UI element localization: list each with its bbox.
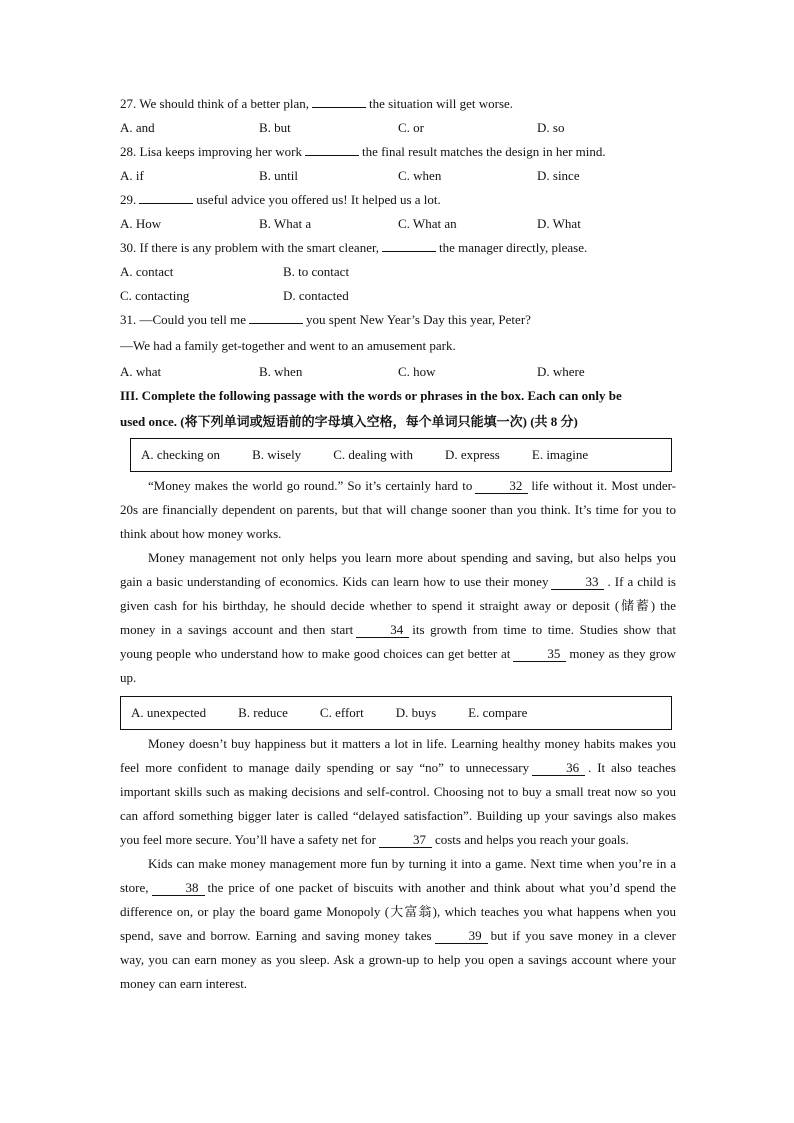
question-31-options — [120, 360, 676, 384]
word-box-item: B. reduce — [238, 705, 288, 720]
blank-37: 37 — [379, 833, 432, 848]
option: D. What — [537, 216, 581, 231]
blank-36: 36 — [532, 761, 585, 776]
word-box-item: D. express — [444, 447, 500, 462]
passage-text: its growth from time to time. Studies show that young people who understand how to make good choices can get better at — [120, 622, 676, 661]
section-heading-line1: III. Complete the following passage with the words or phrases in the box. Each can only be — [120, 388, 622, 403]
word-box-item: C. dealing with — [333, 447, 413, 462]
passage-paragraph-1 — [120, 474, 676, 546]
question-29-stem-a: 29. — [120, 192, 137, 207]
question-29-options — [120, 212, 676, 236]
passage-paragraph-2 — [120, 546, 676, 690]
word-box-item: B. wisely — [252, 447, 302, 462]
option: C. how — [398, 364, 436, 379]
question-30-stem-a: 30. If there is any problem with the smart cleaner, — [120, 240, 380, 255]
question-27-options — [120, 116, 676, 140]
question-28 — [120, 140, 676, 164]
option: A. and — [120, 120, 155, 135]
option: C. What an — [398, 216, 457, 231]
question-28-stem-a: 28. Lisa keeps improving her work — [120, 144, 302, 159]
question-31-reply: —We had a family get-together and went to an amusement park. — [120, 338, 456, 353]
option: B. to contact — [283, 264, 350, 279]
answer-blank — [312, 93, 366, 108]
option: D. contacted — [283, 288, 349, 303]
option: C. contacting — [120, 288, 190, 303]
question-27-stem-b: the situation will get worse. — [368, 96, 514, 111]
question-31-stem-b: you spent New Year’s Day this year, Peter? — [306, 312, 531, 327]
passage-text: . If a child is given cash for his birthday, he should decide whether to spend it straight away or deposit (储蓄) the money in a savings account and then start — [120, 574, 676, 637]
word-box-2 — [120, 696, 672, 730]
word-box-item: C. effort — [319, 705, 364, 720]
question-30-options-row1 — [120, 260, 676, 284]
worksheet-page — [120, 92, 676, 996]
passage-text: the price of one packet of biscuits with another and think about what you’d spend the difference on, or play the board game Monopoly (大富翁), which teaches you what happens when you spend, save and borrow. Earning and saving money takes — [120, 880, 676, 943]
option: D. so — [537, 120, 565, 135]
answer-blank — [249, 309, 303, 324]
passage-text: . It also teaches important skills such as making decisions and self-control. Choosing not to buy a small treat now so you can afford something bigger later is called “delayed satisfaction”. Building up your savings also makes you feel more secure. You’ll have a safety net for — [120, 760, 676, 847]
option: C. when — [398, 168, 442, 183]
option: A. what — [120, 364, 162, 379]
question-27-stem-a: 27. We should think of a better plan, — [120, 96, 309, 111]
question-28-stem-b: the final result matches the design in her mind. — [361, 144, 606, 159]
answer-blank — [305, 141, 359, 156]
word-box-1 — [130, 438, 672, 472]
option: D. where — [537, 364, 585, 379]
answer-blank — [382, 237, 436, 252]
option: D. since — [537, 168, 580, 183]
word-box-item: D. buys — [395, 705, 437, 720]
option: B. until — [259, 168, 299, 183]
option: B. What a — [259, 216, 312, 231]
passage-text: “Money makes the world go round.” So it’s certainly hard to — [148, 478, 473, 493]
word-box-item: E. compare — [468, 705, 528, 720]
option: B. when — [259, 364, 303, 379]
section-heading-line2: used once. (将下列单词或短语前的字母填入空格，每个单词只能填一次) (共 8 分) — [120, 414, 578, 429]
question-31-stem-a: 31. —Could you tell me — [120, 312, 247, 327]
question-29 — [120, 188, 676, 212]
passage-text: costs and helps you reach your goals. — [434, 832, 629, 847]
question-27 — [120, 92, 676, 116]
option: A. How — [120, 216, 162, 231]
passage-text: Money doesn’t buy happiness but it matters a lot in life. Learning healthy money habits makes you feel more confident to manage daily spending or say “no” to unnecessary — [120, 736, 676, 775]
passage-text: money as they grow up. — [120, 646, 677, 685]
blank-32: 32 — [475, 479, 528, 494]
question-31 — [120, 308, 676, 332]
blank-39: 39 — [435, 929, 488, 944]
passage-text: Kids can make money management more fun by turning it into a game. Next time when you’re in a store, — [120, 856, 676, 895]
option: C. or — [398, 120, 424, 135]
passage-paragraph-4 — [120, 852, 676, 996]
word-box-item: A. unexpected — [131, 705, 207, 720]
passage-text: life without it. Most under-20s are financially dependent on parents, but that will change sooner than you think. It’s time for you to think about how money works. — [120, 478, 676, 541]
question-30 — [120, 236, 676, 260]
question-30-options-row2 — [120, 284, 676, 308]
option: A. if — [120, 168, 144, 183]
question-29-stem-b: useful advice you offered us! It helped us a lot. — [196, 192, 441, 207]
question-30-stem-b: the manager directly, please. — [439, 240, 588, 255]
blank-33: 33 — [551, 575, 604, 590]
option: A. contact — [120, 264, 174, 279]
word-box-item: E. imagine — [531, 447, 589, 462]
blank-34: 34 — [356, 623, 409, 638]
word-box-item: A. checking on — [141, 447, 221, 462]
option: B. but — [259, 120, 291, 135]
passage-text: but if you save money in a clever way, you can earn money as you sleep. Ask a grown-up to help you open a savings account where your money can earn interest. — [120, 928, 676, 991]
blank-38: 38 — [152, 881, 205, 896]
passage-paragraph-3 — [120, 732, 676, 852]
answer-blank — [139, 189, 193, 204]
question-28-options — [120, 164, 676, 188]
blank-35: 35 — [513, 647, 566, 662]
passage-text: Money management not only helps you learn more about spending and saving, but also helps you gain a basic understanding of economics. Kids can learn how to use their money — [120, 550, 676, 589]
